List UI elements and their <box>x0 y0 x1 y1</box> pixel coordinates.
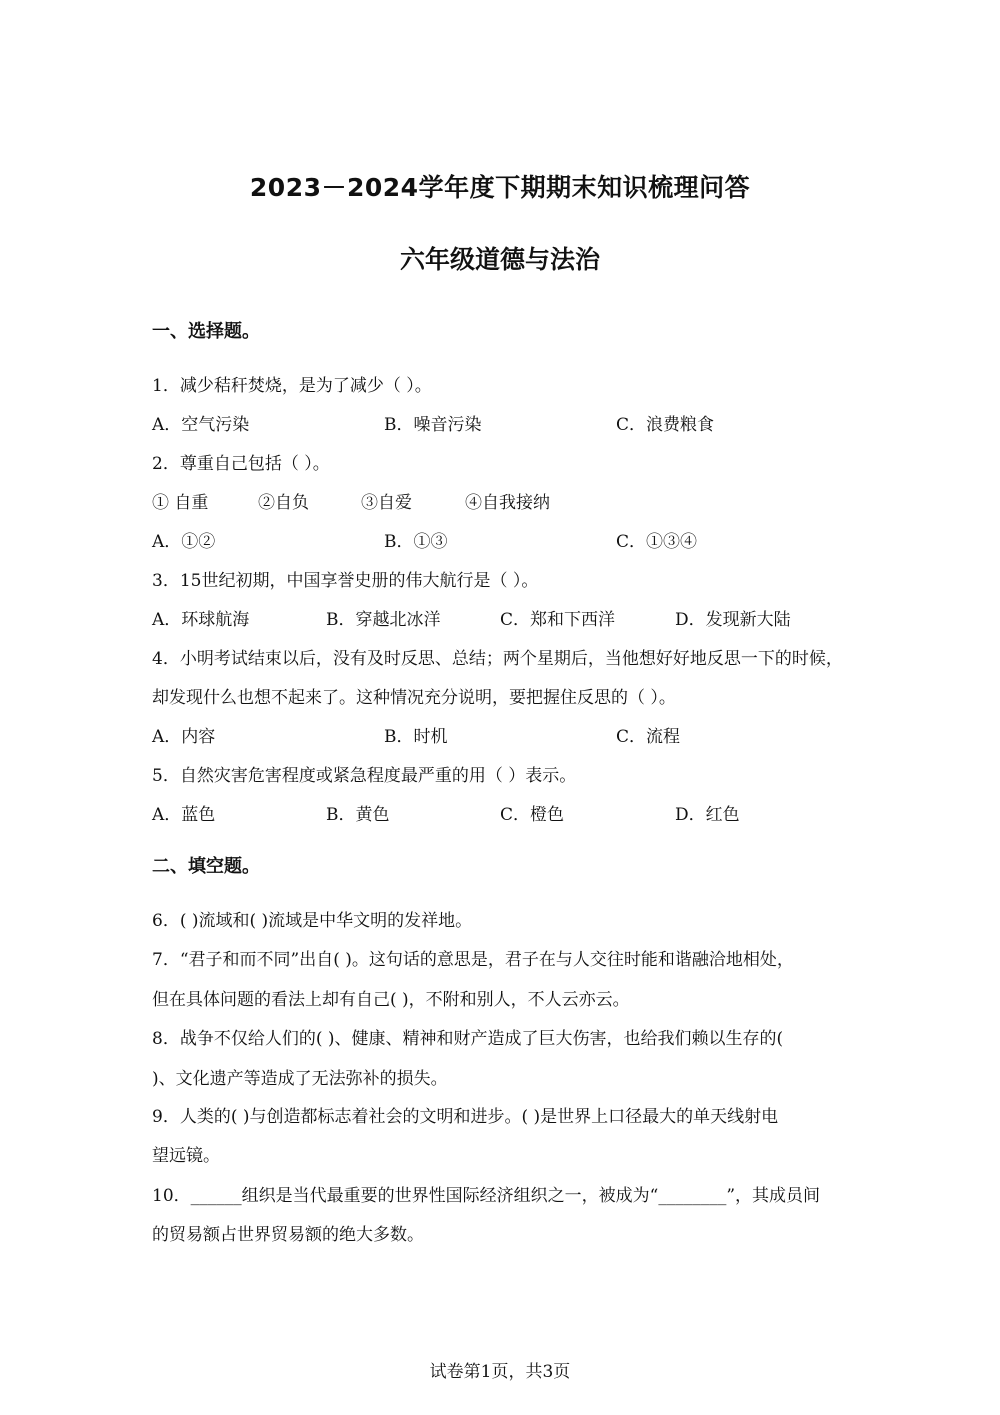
question-2-item-4: ④自我接纳 <box>465 493 550 513</box>
question-10-line-1: 10．______组织是当代最重要的世界性国际经济组织之一，被成为“________”，其成员间 <box>152 1186 821 1206</box>
question-6-line-1: 6．( )流域和( )流域是中华文明的发祥地。 <box>152 911 473 931</box>
question-3-option-d: D．发现新大陆 <box>675 610 791 630</box>
question-5-option-a: A．蓝色 <box>152 805 216 825</box>
question-4-stem-line-1: 4．小明考试结束以后，没有及时反思、总结；两个星期后，当他想好好地反思一下的时候， <box>152 649 843 669</box>
question-7-line-1: 7．“君子和而不同”出自( )。这句话的意思是，君子在与人交往时能和谐融洽地相处， <box>152 950 794 970</box>
question-2-option-c: C．①③④ <box>616 532 698 552</box>
question-9-line-1: 9．人类的( )与创造都标志着社会的文明和进步。( )是世界上口径最大的单天线射电 <box>152 1107 779 1127</box>
question-3-option-c: C．郑和下西洋 <box>500 610 616 630</box>
question-2-item-1: ① 自重 <box>152 493 209 513</box>
question-8-line-2: )、文化遗产等造成了无法弥补的损失。 <box>152 1069 448 1089</box>
question-9-line-2: 望远镜。 <box>152 1146 220 1166</box>
question-5-option-d: D．红色 <box>675 805 740 825</box>
question-10-line-2: 的贸易额占世界贸易额的绝大多数。 <box>152 1225 424 1245</box>
question-2-option-a: A．①② <box>152 532 216 552</box>
question-4-stem-line-2: 却发现什么也想不起来了。这种情况充分说明，要把握住反思的（ ）。 <box>152 688 676 708</box>
question-3-option-b: B．穿越北冰洋 <box>326 610 441 630</box>
question-5-option-b: B．黄色 <box>326 805 390 825</box>
page-title: 2023－2024学年度下期期末知识梳理问答 <box>249 173 751 202</box>
page-footer: 试卷第1页，共3页 <box>429 1362 571 1382</box>
question-2-stem: 2．尊重自己包括（ ）。 <box>152 454 330 474</box>
question-4-option-a: A．内容 <box>152 727 216 747</box>
question-2-item-3: ③自爱 <box>361 493 412 513</box>
question-8-line-1: 8．战争不仅给人们的( )、健康、精神和财产造成了巨大伤害，也给我们赖以生存的( <box>152 1029 784 1049</box>
question-5-stem: 5．自然灾害危害程度或紧急程度最严重的用（ ）表示。 <box>152 766 577 786</box>
question-3-stem: 3．15世纪初期，中国享誉史册的伟大航行是（ ）。 <box>152 571 539 591</box>
question-1-option-a: A．空气污染 <box>152 415 250 435</box>
question-1-option-b: B．噪音污染 <box>384 415 482 435</box>
question-2-item-2: ②自负 <box>258 493 309 513</box>
section-heading-choice: 一、选择题。 <box>152 321 260 342</box>
question-7-line-2: 但在具体问题的看法上却有自己( )，不附和别人，不人云亦云。 <box>152 990 630 1010</box>
page-subtitle: 六年级道德与法治 <box>399 245 600 274</box>
question-1-stem: 1．减少秸秆焚烧，是为了减少（ ）。 <box>152 376 432 396</box>
question-4-option-b: B．时机 <box>384 727 448 747</box>
question-2-option-b: B．①③ <box>384 532 448 552</box>
question-1-option-c: C．浪费粮食 <box>616 415 715 435</box>
question-4-option-c: C．流程 <box>616 727 681 747</box>
question-5-option-c: C．橙色 <box>500 805 565 825</box>
question-3-option-a: A．环球航海 <box>152 610 250 630</box>
section-heading-fill: 二、填空题。 <box>152 856 260 877</box>
